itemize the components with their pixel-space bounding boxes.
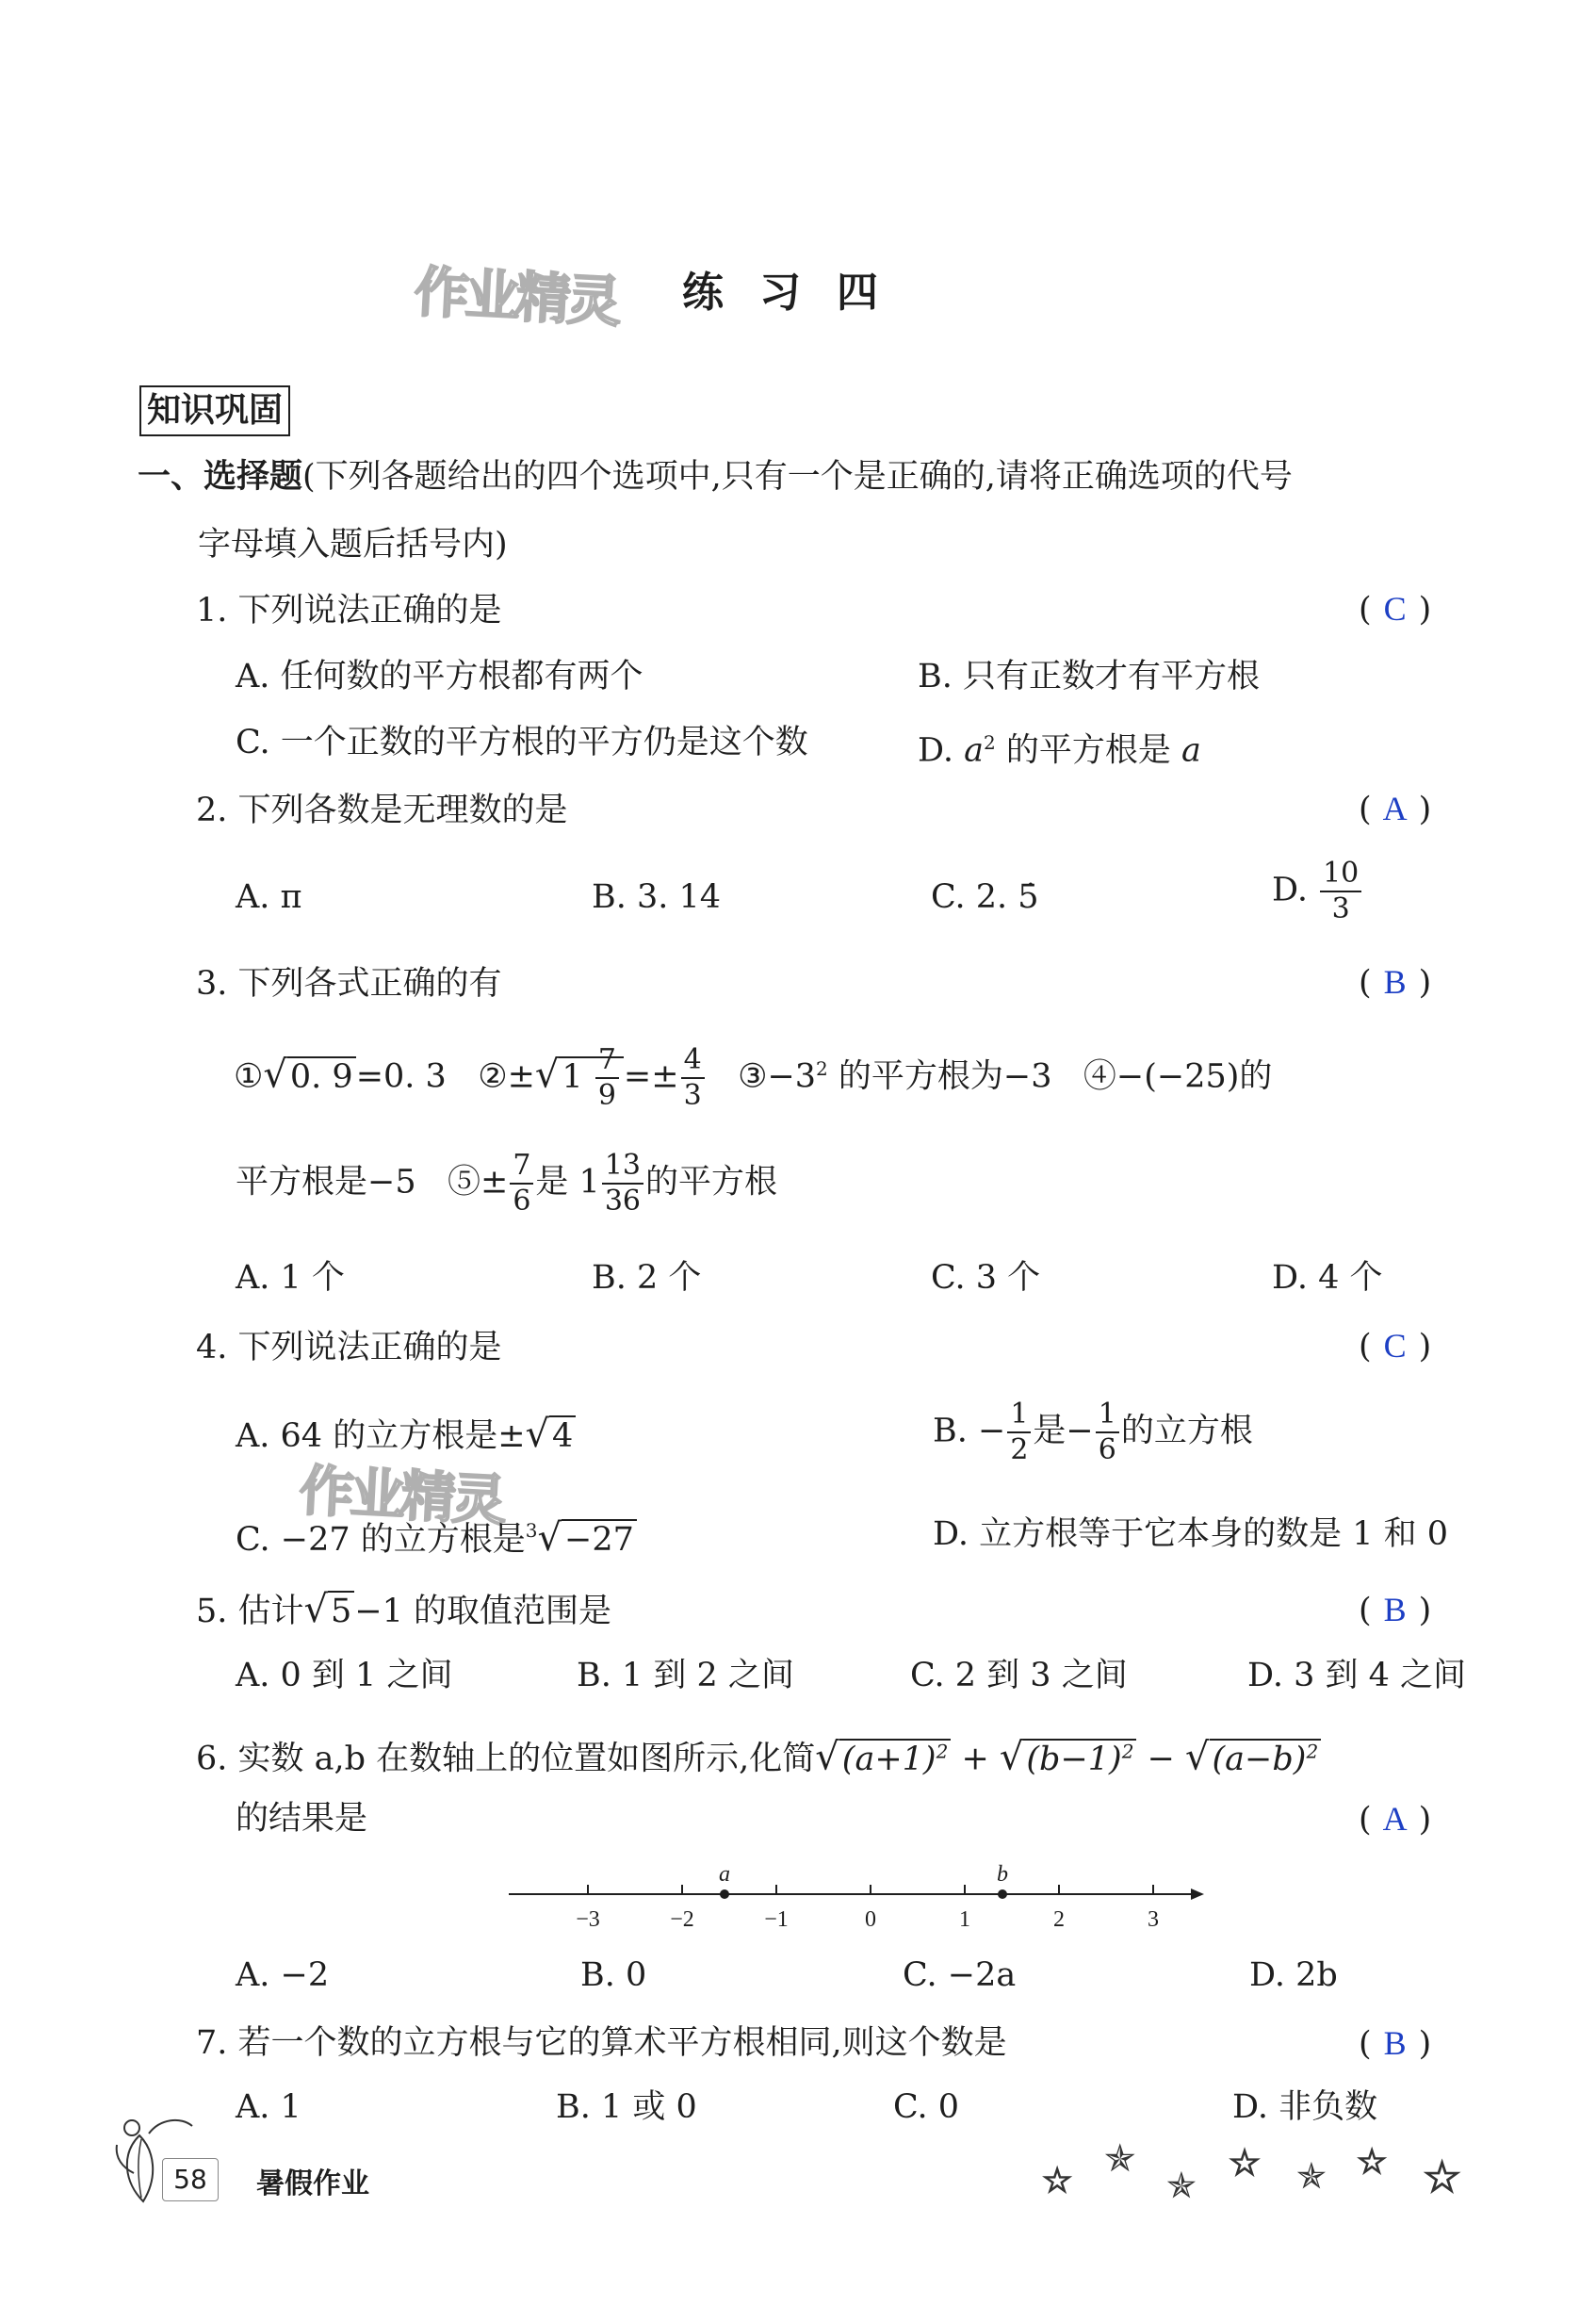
q3-s2-equals: =±	[623, 1057, 679, 1096]
q4-option-c: C. −27 的立方根是$^3$√−27	[236, 1510, 637, 1561]
number-line-arrow	[1191, 1889, 1204, 1900]
q3-s5-denominator: 6	[513, 1185, 531, 1218]
q1-option-d-mid: 的平方根是	[995, 731, 1181, 770]
q6-radicand-1: (a+1)	[841, 1740, 936, 1778]
q6-exp-1: 2	[936, 1740, 949, 1762]
footer-label: 暑假作业	[256, 2167, 369, 2200]
q3-s2-whole: 1	[562, 1057, 583, 1096]
q5-stem-end: −1 的取值范围是	[354, 1593, 612, 1630]
q3-option-b: B. 2 个	[592, 1259, 702, 1297]
q1-option-a: A. 任何数的平方根都有两个	[236, 658, 643, 695]
q2-option-c: C. 2. 5̇	[931, 878, 1039, 916]
watermark-top: 作业精灵	[413, 259, 620, 335]
number-line-tick-label: 2	[1053, 1907, 1065, 1932]
q2-option-d-prefix: D.	[1272, 871, 1308, 909]
q5-option-c: C. 2 到 3 之间	[910, 1657, 1128, 1694]
number-line-tick-label: 0	[865, 1907, 876, 1932]
q7-answer: B	[1383, 2024, 1407, 2062]
q2-option-d-denominator: 3	[1331, 892, 1350, 925]
q4-option-b-mid: 是−	[1033, 1412, 1094, 1450]
q6-radicand-3: (a−b)	[1212, 1740, 1307, 1778]
q6-option-d: D. 2b	[1249, 1956, 1338, 1994]
q4-option-b-numerator: 1	[1007, 1400, 1031, 1433]
part-instruction-line1: (下列各题给出的四个选项中,只有一个是正确的,请将正确选项的代号	[302, 458, 1293, 496]
q3-s2-radical	[559, 1043, 624, 1112]
q3-s1-prefix: ①	[234, 1057, 264, 1096]
q5-stem-radicand: 5	[328, 1591, 354, 1630]
q4-option-a: A. 64 的立方根是±√4	[236, 1414, 576, 1457]
q6-stem-line2: 的结果是	[236, 1800, 368, 1838]
q1-option-d-exp: 2	[983, 731, 996, 754]
q3-s5-denominator2: 36	[604, 1185, 642, 1218]
q5-answer: B	[1383, 1591, 1407, 1628]
q5-answer-bracket: ( B )	[1359, 1591, 1432, 1629]
part-heading	[138, 456, 1293, 498]
q5-option-b: B. 1 到 2 之间	[577, 1657, 794, 1694]
q2-option-d	[1272, 859, 1363, 924]
q3-s4-continuation: 平方根是−5	[236, 1163, 416, 1202]
number-line-point-b	[998, 1889, 1007, 1899]
q1-stem: 1. 下列说法正确的是	[196, 592, 502, 630]
q3-stem: 3. 下列各式正确的有	[196, 965, 502, 1003]
q5-stem: 5. 估计√5−1 的取值范围是	[196, 1588, 612, 1631]
q2-option-b: B. 3. 14	[592, 878, 722, 916]
q4-option-b-denominator: 2	[1010, 1433, 1029, 1466]
number-line-point-label-a: a	[719, 1862, 730, 1887]
q4-option-b-prefix: B. −	[933, 1412, 1006, 1450]
star-icon: ☆	[1423, 2151, 1462, 2202]
q5-option-d: D. 3 到 4 之间	[1247, 1657, 1466, 1694]
q7-option-c: C. 0	[893, 2088, 960, 2126]
q6-radical-2	[1023, 1739, 1136, 1778]
q4-option-b	[933, 1400, 1253, 1464]
q7-option-b: B. 1 或 0	[556, 2088, 697, 2126]
star-icon: ✯	[1296, 2155, 1327, 2197]
q3-s5-numerator2: 13	[602, 1152, 643, 1185]
number-line-tick-label: 1	[959, 1907, 970, 1932]
number-line-tick-label: 3	[1148, 1907, 1159, 1932]
q6-answer-bracket: ( A )	[1359, 1800, 1432, 1839]
number-line-tick-label: −1	[764, 1907, 789, 1932]
number-line-point-label-b: b	[997, 1862, 1008, 1887]
q4-option-b-end: 的立方根	[1120, 1412, 1253, 1450]
q1-option-c: C. 一个正数的平方根的平方仍是这个数	[236, 724, 808, 761]
q6-radical-3	[1210, 1739, 1322, 1778]
q3-s2-prefix: ②±	[478, 1057, 535, 1096]
q3-s3-text: ③−3	[738, 1057, 817, 1096]
q3-option-a: A. 1 个	[236, 1259, 345, 1297]
q5-stem-start: 5. 估计	[196, 1593, 304, 1630]
star-icon: ✯	[1104, 2137, 1136, 2181]
q3-s2-result-denominator: 3	[683, 1079, 702, 1112]
q3-s5-end: 的平方根	[645, 1163, 778, 1202]
q3-s4-text: ④−(−25)的	[1083, 1057, 1273, 1096]
number-line-point-a	[720, 1889, 729, 1899]
q4-option-b-denominator2: 6	[1098, 1433, 1116, 1466]
section-label: 知识巩固	[139, 385, 290, 436]
star-icon: ☆	[1229, 2142, 1262, 2183]
q2-stem: 2. 下列各数是无理数的是	[196, 792, 568, 829]
q6-answer: A	[1382, 1800, 1408, 1838]
q4-answer: C	[1383, 1327, 1407, 1365]
q6-number-line	[499, 1856, 1215, 1932]
page-number-box	[162, 2158, 219, 2201]
q7-stem: 7. 若一个数的立方根与它的算术平方根相同,则这个数是	[196, 2024, 1007, 2062]
q1-answer-bracket: ( C )	[1359, 590, 1432, 629]
q1-option-d	[918, 722, 1201, 772]
q3-s1-rest: =0. 3	[355, 1057, 447, 1096]
q6-stem-start: 6. 实数 a,b 在数轴上的位置如图所示,化简	[196, 1740, 816, 1778]
star-icon: ☆	[1042, 2162, 1073, 2200]
q6-exp-3: 2	[1306, 1740, 1319, 1762]
q6-option-a: A. −2	[236, 1956, 330, 1994]
q1-option-d-base: a	[964, 731, 984, 770]
q3-s5-prefix: ⑤±	[448, 1163, 509, 1202]
q7-option-d: D. 非负数	[1232, 2088, 1378, 2126]
q6-stem-line1: 6. 实数 a,b 在数轴上的位置如图所示,化简$√(a+1)^2 + √(b-1)^2 - √(a-b)^2$	[196, 1730, 1321, 1780]
q3-s5-mid: 是 1	[535, 1163, 600, 1202]
page-number: 58	[173, 2164, 207, 2195]
q3-s3-rest: 的平方根为−3	[827, 1057, 1052, 1096]
q4-option-a-radicand: 4	[549, 1415, 576, 1455]
watermark-middle: 作业精灵	[298, 1458, 505, 1533]
q6-option-b: B. 0	[580, 1956, 647, 1994]
q3-s5-numerator: 7	[510, 1152, 533, 1185]
q2-answer-bracket: ( A )	[1359, 790, 1432, 828]
part-instruction-line2: 字母填入题后括号内)	[198, 526, 508, 564]
number-line-tick-label: −2	[670, 1907, 694, 1932]
q4-option-a-text: A. 64 的立方根是±	[236, 1417, 526, 1455]
q4-option-c-index: 3	[525, 1519, 538, 1542]
page-title: 练习四	[682, 269, 914, 317]
q3-option-c: C. 3 个	[931, 1259, 1041, 1297]
q2-option-a: A. π	[236, 878, 302, 916]
q7-option-a: A. 1	[236, 2088, 301, 2126]
q2-option-d-numerator: 10	[1320, 859, 1361, 892]
q3-answer: B	[1383, 963, 1407, 1001]
q3-option-d: D. 4 个	[1272, 1259, 1383, 1297]
q1-option-b: B. 只有正数才有平方根	[918, 658, 1260, 695]
number-line-tick-label: −3	[576, 1907, 600, 1932]
star-icon: ✯	[1166, 2165, 1197, 2206]
star-icon: ☆	[1357, 2143, 1388, 2182]
q6-radical-1	[839, 1739, 952, 1778]
q6-exp-2: 2	[1121, 1740, 1134, 1762]
q3-s2-denominator: 9	[597, 1079, 616, 1112]
q4-option-c-radicand: −27	[562, 1519, 637, 1559]
q3-answer-bracket: ( B )	[1359, 963, 1432, 1002]
q3-statements-line2	[236, 1149, 778, 1218]
q7-answer-bracket: ( B )	[1359, 2024, 1432, 2063]
q1-option-d-end: a	[1181, 731, 1201, 770]
q4-stem: 4. 下列说法正确的是	[196, 1329, 502, 1366]
part-heading-title: 一、选择题	[138, 458, 303, 496]
q5-option-a: A. 0 到 1 之间	[236, 1657, 453, 1694]
q1-option-d-prefix: D.	[918, 731, 953, 770]
q4-answer-bracket: ( C )	[1359, 1327, 1432, 1365]
q4-option-b-numerator2: 1	[1096, 1400, 1119, 1433]
footer-stars-decoration	[1036, 2135, 1489, 2211]
q1-answer: C	[1383, 590, 1407, 628]
q4-option-c-text: C. −27 的立方根是	[236, 1521, 526, 1559]
q3-s3-exp: 2	[816, 1056, 828, 1080]
q2-answer: A	[1382, 790, 1408, 827]
q6-option-c: C. −2a	[903, 1956, 1017, 1994]
q4-option-d: D. 立方根等于它本身的数是 1 和 0	[933, 1515, 1448, 1553]
q3-s2-result-numerator: 4	[681, 1046, 705, 1079]
q2-option-d-fraction	[1320, 859, 1361, 924]
q3-s1-radicand: 0. 9	[287, 1056, 356, 1096]
q3-statements-line1: ①√0. 9=0. 3 ②±√1 $\frac{7}{9}$ =± $\frac{4}{3}$ $③-3^2$ 的平方根为−3 ④−(−25)的	[234, 1043, 1273, 1112]
q6-radicand-2: (b−1)	[1026, 1740, 1122, 1778]
q3-s2-numerator: 7	[595, 1046, 619, 1079]
